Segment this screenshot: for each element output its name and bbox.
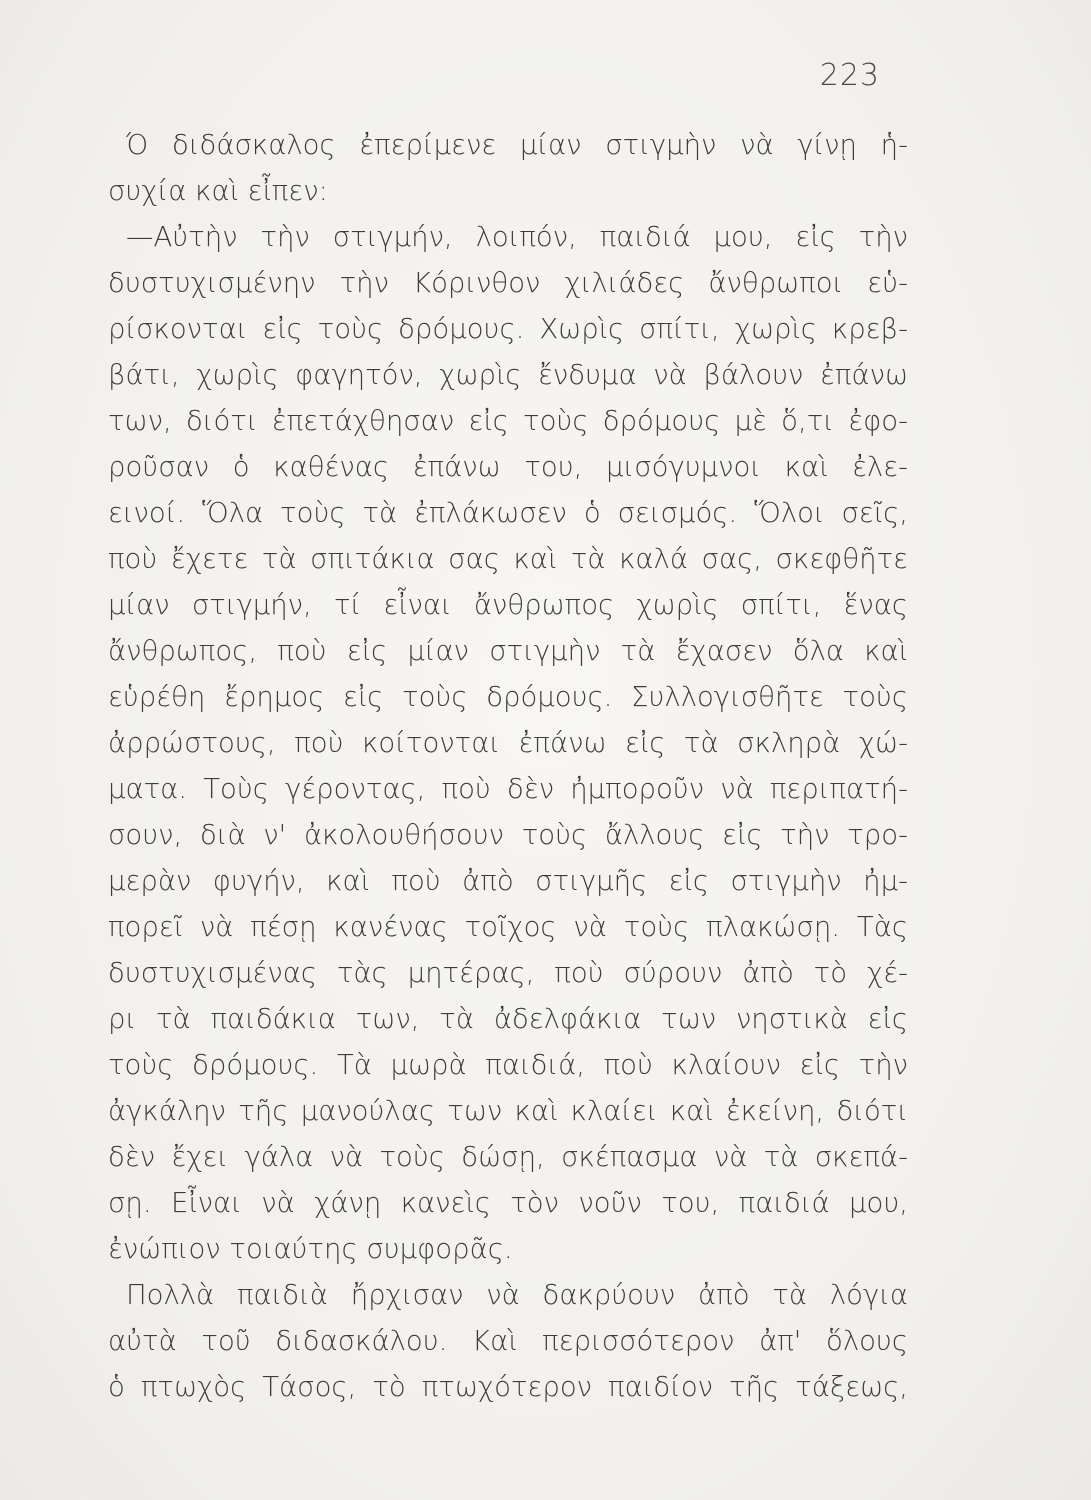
text-line: μίαν στιγμήν, τί εἶναι ἄνθρωπος χωρὶς σπίτι, ἕνας [108, 589, 908, 621]
text-line: σῃ. Εἶναι νὰ χάνῃ κανεὶς τὸν νοῦν του, παιδιά μου, [108, 1187, 908, 1219]
text-line: δυστυχισμένην τὴν Κόρινθον χιλιάδες ἄνθρωποι εὑ- [108, 267, 908, 299]
text-line: ροῦσαν ὁ καθένας ἐπάνω του, μισόγυμνοι καὶ ἐλε- [108, 451, 908, 483]
text-line: δυστυχισμένας τὰς μητέρας, ποὺ σύρουν ἀπὸ τὸ χέ- [108, 957, 908, 989]
text-line: βάτι, χωρὶς φαγητόν, χωρὶς ἔνδυμα νὰ βάλουν ἐπάνω [108, 359, 908, 391]
text-line: Πολλὰ παιδιὰ ἤρχισαν νὰ δακρύουν ἀπὸ τὰ λόγια [126, 1279, 908, 1311]
text-line: ποὺ ἔχετε τὰ σπιτάκια σας καὶ τὰ καλά σας, σκεφθῆτε [108, 543, 908, 575]
text-line: πορεῖ νὰ πέσῃ κανένας τοῖχος νὰ τοὺς πλακώσῃ. Τὰς [108, 911, 908, 943]
text-line: τοὺς δρόμους. Τὰ μωρὰ παιδιά, ποὺ κλαίουν εἰς τὴν [108, 1049, 908, 1081]
text-line: —Αὐτὴν τὴν στιγμήν, λοιπόν, παιδιά μου, εἰς τὴν [126, 221, 908, 253]
page-number: 223 [819, 58, 880, 93]
text-line: ὁ πτωχὸς Τάσος, τὸ πτωχότερον παιδίον τῆς τάξεως, [108, 1371, 908, 1403]
body-text [108, 125, 908, 1413]
text-line: Ό διδάσκαλος ἐπερίμενε μίαν στιγμὴν νὰ γίνῃ ἡ- [126, 129, 908, 161]
text-line: ἄνθρωπος, ποὺ εἰς μίαν στιγμὴν τὰ ἔχασεν ὅλα καὶ [108, 635, 908, 667]
text-line: ἐνώπιον τοιαύτης συμφορᾶς. [108, 1233, 513, 1265]
text-line: εὑρέθη ἔρημος εἰς τοὺς δρόμους. Συλλογισθῆτε τοὺς [108, 681, 908, 713]
text-line: μερὰν φυγήν, καὶ ποὺ ἀπὸ στιγμῆς εἰς στιγμὴν ἠμ- [108, 865, 908, 897]
text-line: ρι τὰ παιδάκια των, τὰ ἀδελφάκια των νηστικὰ εἰς [108, 1003, 908, 1035]
text-line: ματα. Τοὺς γέροντας, ποὺ δὲν ἠμποροῦν νὰ περιπατή- [108, 773, 908, 805]
text-line: ἀγκάλην τῆς μανούλας των καὶ κλαίει καὶ ἐκείνη, διότι [108, 1095, 908, 1127]
text-line: σουν, διὰ ν' ἀκολουθήσουν τοὺς ἄλλους εἰς τὴν τρο- [108, 819, 908, 851]
text-line: ρίσκονται εἰς τοὺς δρόμους. Χωρὶς σπίτι, χωρὶς κρεβ- [108, 313, 908, 345]
text-line: εινοί. Ὅλα τοὺς τὰ ἐπλάκωσεν ὁ σεισμός. Ὅλοι σεῖς, [108, 497, 908, 529]
text-line: ἀρρώστους, ποὺ κοίτονται ἐπάνω εἰς τὰ σκληρὰ χώ- [108, 727, 908, 759]
text-line: δὲν ἔχει γάλα νὰ τοὺς δώσῃ, σκέπασμα νὰ τὰ σκεπά- [108, 1141, 908, 1173]
text-line: των, διότι ἐπετάχθησαν εἰς τοὺς δρόμους μὲ ὅ,τι ἐφο- [108, 405, 908, 437]
text-line: αὐτὰ τοῦ διδασκάλου. Καὶ περισσότερον ἀπ' ὅλους [108, 1325, 908, 1357]
text-line: συχία καὶ εἶπεν: [108, 175, 328, 207]
